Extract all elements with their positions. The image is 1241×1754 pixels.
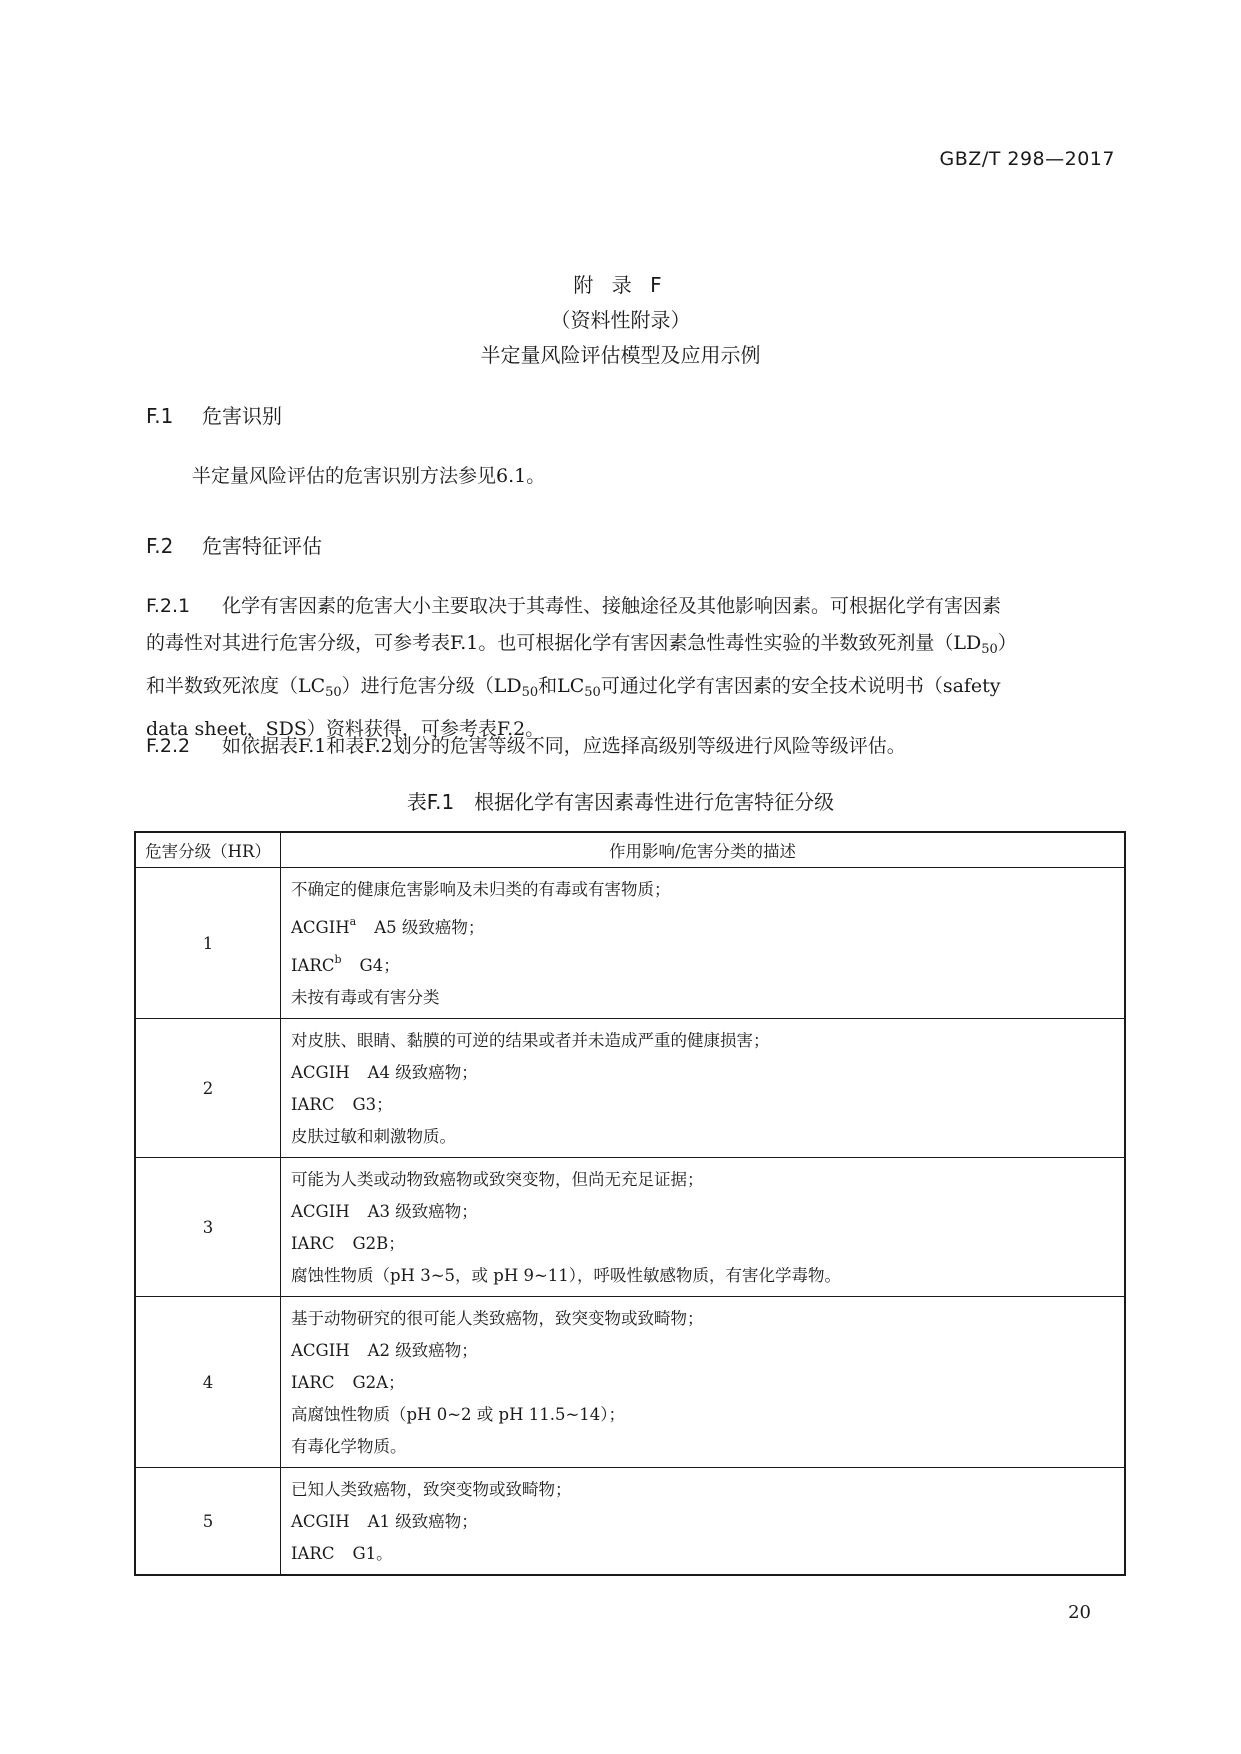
- text: 和LC: [538, 675, 585, 697]
- text: 化学有害因素的危害大小主要取决于其毒性、接触途径及其他影响因素。可根据化学有害因素: [222, 595, 1002, 617]
- org-label: IARC: [291, 1234, 335, 1253]
- paragraph-line: [146, 625, 1106, 668]
- page-number: 20: [1068, 1602, 1091, 1623]
- org-label: ACGIH: [291, 918, 350, 937]
- description-line: 皮肤过敏和刺激物质。: [291, 1127, 456, 1146]
- description-cell: [281, 1297, 1126, 1468]
- org-label: ACGIH: [291, 1341, 350, 1360]
- annex-title: 附 录 F: [573, 273, 668, 297]
- section-number: F.1: [146, 404, 174, 428]
- description-line: 高腐蚀性物质（pH 0~2 或 pH 11.5~14）；: [291, 1405, 626, 1424]
- table-row: [135, 1019, 1125, 1158]
- classification: G1。: [352, 1544, 393, 1563]
- text: data sheet，SDS）资料获得，可参考表F.2。: [146, 718, 545, 740]
- description-line: [291, 906, 1114, 944]
- annex-subtitle: 半定量风险评估模型及应用示例: [480, 343, 761, 367]
- text: 如依据表F.1和表F.2划分的危害等级不同，应选择高级别等级进行风险等级评估。: [222, 735, 906, 757]
- table-header-row: [135, 832, 1125, 868]
- org-label: IARC: [291, 1095, 335, 1114]
- org-label: ACGIH: [291, 1063, 350, 1082]
- text: ）: [997, 632, 1017, 654]
- subscript: 50: [325, 685, 342, 700]
- text: ）进行危害分级（LD: [341, 675, 522, 697]
- classification: A4 级致癌物；: [367, 1063, 478, 1082]
- subscript: 50: [981, 642, 998, 657]
- section-f1-heading: [146, 400, 282, 429]
- section-title: 危害特征评估: [202, 534, 322, 558]
- standard-number: GBZ/T 298—2017: [939, 148, 1115, 170]
- description-cell: [281, 868, 1126, 1019]
- description-line: 基于动物研究的很可能人类致癌物，致突变物或致畸物；: [291, 1309, 704, 1328]
- description-line: 有毒化学物质。: [291, 1437, 407, 1456]
- subscript: 50: [521, 685, 539, 700]
- clause-number: F.2.2: [146, 735, 191, 757]
- section-f22-paragraph: [146, 728, 906, 765]
- description-line: [291, 1367, 1114, 1399]
- classification: A3 级致癌物；: [367, 1202, 478, 1221]
- classification: G2B；: [352, 1234, 405, 1253]
- classification: G2A；: [352, 1373, 405, 1392]
- table-row: [135, 868, 1125, 1019]
- grade-cell: 5: [135, 1468, 281, 1576]
- description-line: 不确定的健康危害影响及未归类的有毒或有害物质；: [291, 880, 671, 899]
- footnote-marker: b: [334, 953, 342, 966]
- table-row: [135, 1158, 1125, 1297]
- description-cell: [281, 1158, 1126, 1297]
- paragraph-line: [146, 668, 1106, 711]
- section-title: 危害识别: [202, 404, 282, 428]
- org-label: IARC: [291, 1373, 335, 1392]
- footnote-marker: a: [349, 915, 357, 928]
- text: 可通过化学有害因素的安全技术说明书（safety: [600, 675, 1001, 697]
- description-cell: [281, 1019, 1126, 1158]
- description-line: [291, 1057, 1114, 1089]
- grade-cell: 3: [135, 1158, 281, 1297]
- description-line: [291, 1506, 1114, 1538]
- clause-number: F.2.1: [146, 595, 191, 617]
- subscript: 50: [584, 685, 601, 700]
- classification: A1 级致癌物；: [367, 1512, 478, 1531]
- header-cell-grade: 危害分级（HR）: [135, 832, 281, 868]
- table-row: [135, 1468, 1125, 1576]
- hazard-classification-table: [134, 831, 1126, 1576]
- grade-cell: 4: [135, 1297, 281, 1468]
- grade-cell: 2: [135, 1019, 281, 1158]
- table-caption: 表F.1 根据化学有害因素毒性进行危害特征分级: [406, 790, 835, 814]
- description-line: [291, 1089, 1114, 1121]
- section-f2-heading: [146, 530, 322, 559]
- description-line: 未按有毒或有害分类: [291, 988, 440, 1007]
- description-line: [291, 1538, 1114, 1570]
- header-cell-description: 作用影响/危害分类的描述: [281, 832, 1126, 868]
- section-f21-paragraph: [146, 588, 1106, 748]
- description-line: [291, 944, 1114, 982]
- classification: G3；: [352, 1095, 393, 1114]
- paragraph-line: [146, 588, 1106, 625]
- org-label: ACGIH: [291, 1202, 350, 1221]
- text: 和半数致死浓度（LC: [146, 675, 326, 697]
- description-cell: [281, 1468, 1126, 1576]
- annex-type: （资料性附录）: [550, 308, 691, 332]
- classification: A5 级致癌物；: [374, 918, 485, 937]
- classification: G4；: [359, 956, 400, 975]
- org-label: ACGIH: [291, 1512, 350, 1531]
- description-line: [291, 1335, 1114, 1367]
- description-line: 腐蚀性物质（pH 3~5，或 pH 9~11），呼吸性敏感物质，有害化学毒物。: [291, 1266, 842, 1285]
- description-line: [291, 1228, 1114, 1260]
- section-number: F.2: [146, 534, 174, 558]
- description-line: [291, 1196, 1114, 1228]
- text: 的毒性对其进行危害分级，可参考表F.1。也可根据化学有害因素急性毒性实验的半数致死剂量（LD: [146, 632, 982, 654]
- description-line: 已知人类致癌物，致突变物或致畸物；: [291, 1480, 572, 1499]
- section-f1-text: 半定量风险评估的危害识别方法参见6.1。: [192, 465, 546, 487]
- org-label: IARC: [291, 956, 335, 975]
- description-line: 可能为人类或动物致癌物或致突变物，但尚无充足证据；: [291, 1170, 704, 1189]
- grade-cell: 1: [135, 868, 281, 1019]
- org-label: IARC: [291, 1544, 335, 1563]
- description-line: 对皮肤、眼睛、黏膜的可逆的结果或者并未造成严重的健康损害；: [291, 1031, 770, 1050]
- classification: A2 级致癌物；: [367, 1341, 478, 1360]
- table-row: [135, 1297, 1125, 1468]
- annex-heading: [0, 268, 1241, 373]
